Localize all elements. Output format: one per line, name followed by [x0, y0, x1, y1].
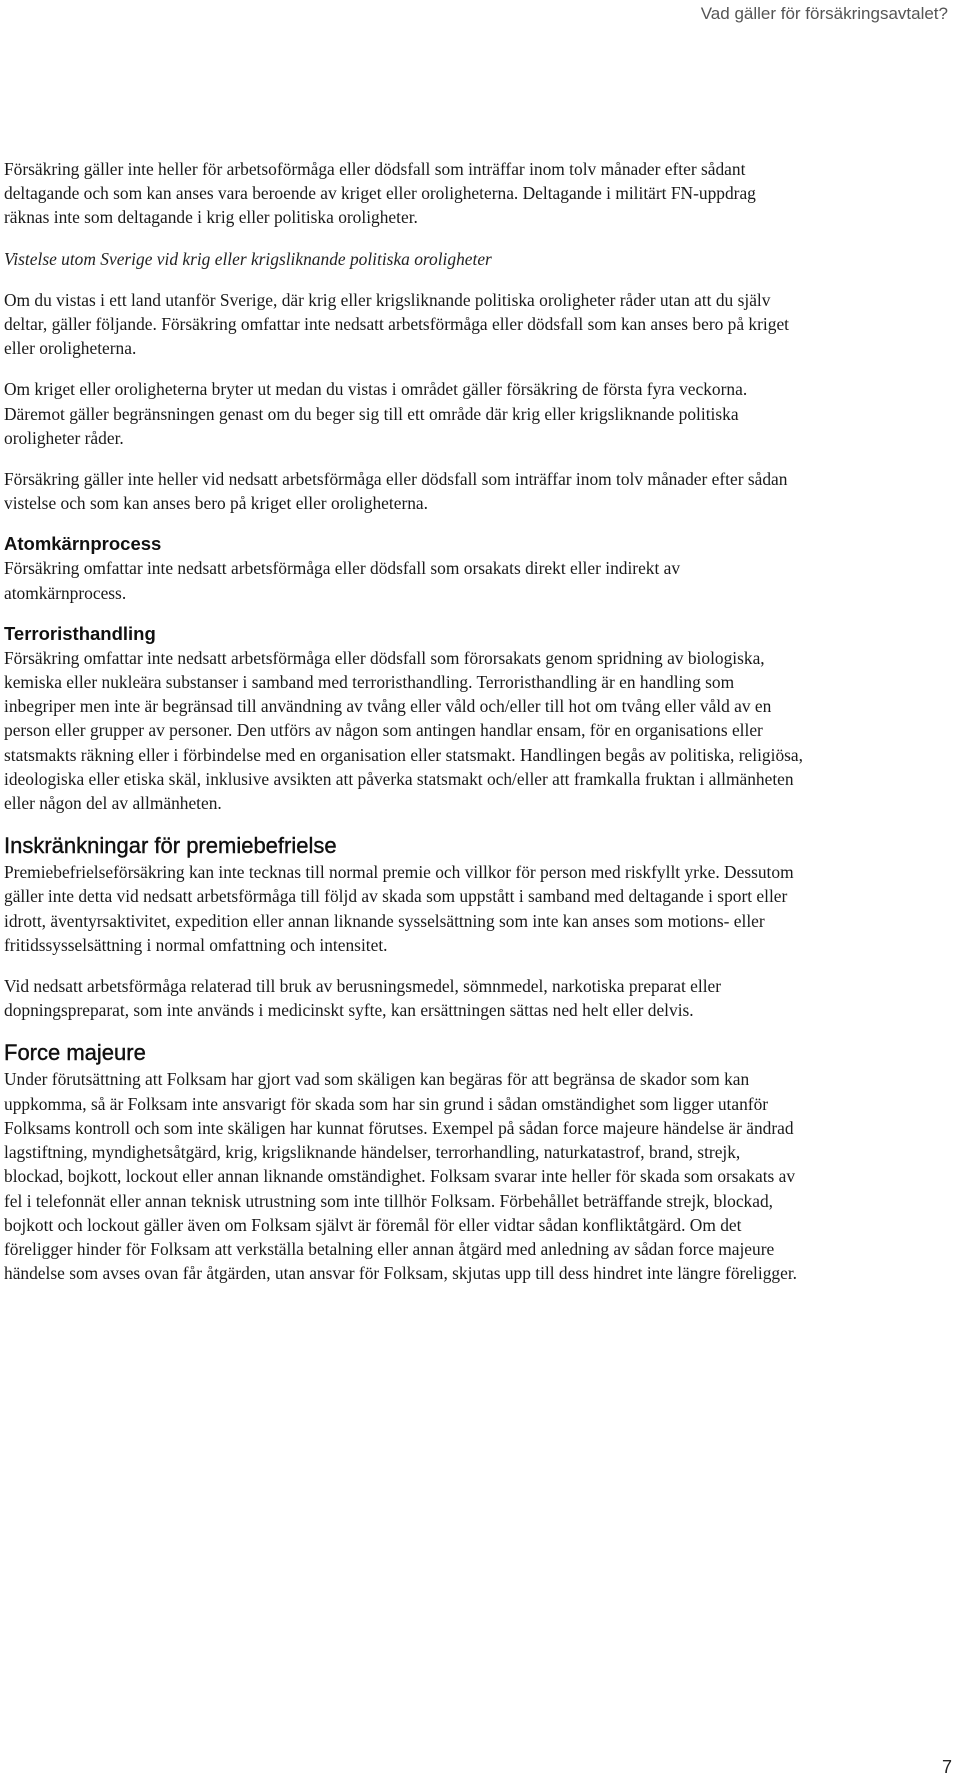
section-premiebefrielse: [4, 832, 804, 1022]
section-atomkarnprocess: [4, 532, 804, 604]
paragraph-war-participation: Försäkring gäller inte heller för arbetsoförmåga eller dödsfall som inträffar inom tolv månader efter sådant deltagande och som kan anses vara beroende av kriget eller oroligheterna. Deltagande i militärt FN-uppdrag räknas inte som deltagande i krig eller politiska oroligheter.: [4, 159, 756, 228]
page-number: 7: [941, 1757, 952, 1777]
paragraph-vistelse-1: Om du vistas i ett land utanför Sverige, där krig eller krigsliknande politiska oroligheter råder utan att du själv deltar, gäller följande. Försäkring omfattar inte nedsatt arbetsförmåga eller dödsfall som kan anses bero på kriget eller oroligheterna.: [4, 289, 789, 359]
paragraph-atomkarnprocess: Försäkring omfattar inte nedsatt arbetsförmåga eller dödsfall som orsakats direkt eller indirekt av atomkärnprocess.: [4, 558, 681, 603]
paragraph-vistelse-3: Försäkring gäller inte heller vid nedsatt arbetsförmåga eller dödsfall som inträffar inom tolv månader efter sådan vistelse och som kan anses bero på kriget eller oroligheterna.: [4, 469, 788, 514]
subsection-vistelse: [4, 247, 804, 361]
section-terroristhandling: [4, 622, 804, 815]
paragraph-terroristhandling: Försäkring omfattar inte nedsatt arbetsförmåga eller dödsfall som förorsakats genom spridning av biologiska, kemiska eller nukleära substanser i samband med terroristhandling. Terroristhandling är en handling som inbegriper men inte är begränsad till användning av tvång eller våld och/eller till hot om tvång eller våld av en person eller grupper av personer. Den utförs av någon som antingen handlar ensam, för en organisations eller statsmakts räkning eller i förbindelse med en organisation eller statsmakt. Handlingen begås av politiska, religiösa, ideologiska eller etiska skäl, inklusive avsikten att påverka statsmakt och/eller att framkalla fruktan i allmänheten eller någon del av allmänheten.: [4, 647, 803, 814]
paragraph-premiebefrielse-2: Vid nedsatt arbetsförmåga relaterad till bruk av berusningsmedel, sömnmedel, narkotiska preparat eller dopningspreparat, som inte används i medicinskt syfte, kan ersättningen sättas ned helt eller delvis.: [4, 976, 722, 1021]
running-header: Vad gäller för försäkringsavtalet?: [700, 4, 948, 23]
section-force-majeure: [4, 1039, 804, 1285]
heading-force-majeure: Force majeure: [4, 1040, 146, 1066]
paragraph-vistelse-2: Om kriget eller oroligheterna bryter ut medan du vistas i området gäller försäkring de första fyra veckorna. Däremot gäller begränsningen genast om du beger sig till ett område där krig eller krigsliknande politiska oroligheter råder.: [4, 379, 748, 448]
heading-terroristhandling: Terroristhandling: [4, 622, 156, 644]
paragraph-premiebefrielse-1: Premiebefrielseförsäkring kan inte tecknas till normal premie och villkor för person med riskfyllt yrke. Dessutom gäller inte detta vid nedsatt arbetsförmåga till följd av skada som uppstått i samband med deltagande i sport eller idrott, äventyrsaktivitet, expedition eller annan liknande sysselsättning som inte kan anses som motions- eller fritidssysselsättning i normal omfattning och intensitet.: [4, 862, 794, 955]
heading-atomkarnprocess: Atomkärnprocess: [4, 533, 162, 555]
heading-premiebefrielse: Inskränkningar för premiebefrielse: [4, 833, 337, 859]
paragraph-force-majeure: Under förutsättning att Folksam har gjort vad som skäligen kan begäras för att begränsa de skador som kan uppkomma, så är Folksam inte ansvarigt för skada som har sin grund i sådan omständighet som ligger utanför Folksams kontroll och som inte skäligen har kunnat förutses. Exempel på sådan force majeure händelse är ändrad lagstiftning, myndighetsåtgärd, krig, krigsliknande händelser, terrorhandling, naturkatastrof, brand, strejk, blockad, bojkott, lockout eller annan liknande omständighet. Folksam svarar inte heller för skada som orsakats av fel i telefonnät eller annan teknisk utrustning som inte tillhör Folksam. Förbehållet beträffande strejk, blockad, bojkott och lockout gäller även om Folksam självt är föremål för eller vidtar sådan konfliktåtgärd. Om det föreligger hinder för Folksam att verkställa betalning eller annan åtgärd med anledning av sådan force majeure händelse som avses ovan får åtgärden, utan ansvar för Folksam, skjutas upp till dess hindret inte längre föreligger.: [4, 1069, 797, 1284]
subheading-vistelse: Vistelse utom Sverige vid krig eller krigsliknande politiska oroligheter: [4, 248, 492, 269]
document-body: [4, 157, 804, 1285]
